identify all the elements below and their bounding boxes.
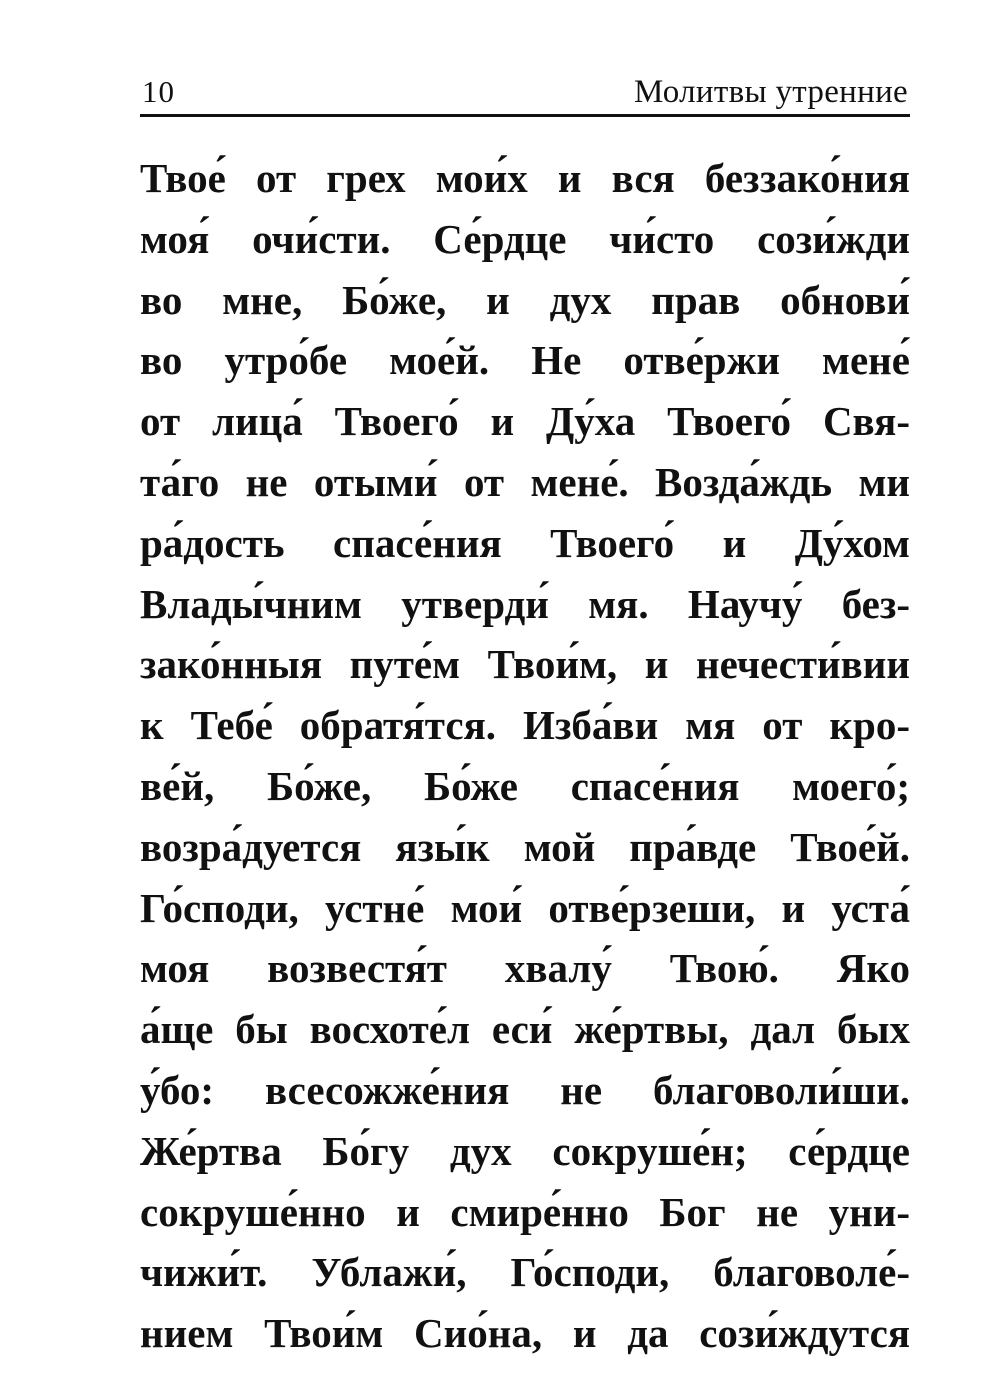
section-title: Молитвы утренние [633,74,908,110]
text-line: сокруше́нно и смире́нно Бог не уни- [140,1188,910,1235]
text-line: моя возвестя́т хвалу́ Твою́. Яко [140,945,910,992]
text-line: во мне, Бо́же, и дух прав обнови́ [140,276,910,323]
text-line: чижи́т. Ублажи́, Го́споди, благоволе́- [140,1249,910,1296]
running-head [140,62,910,114]
text-line: моя́ очи́сти. Се́рдце чи́сто сози́жди [140,215,910,262]
text-line: от лица́ Твоего́ и Ду́ха Твоего́ Свя- [140,398,910,445]
text-line: ве́й, Бо́же, Бо́же спасе́ния моего́; [140,762,910,809]
text-line: а́ще бы восхоте́л еси́ же́ртвы, дал бых [140,1006,910,1053]
text-line: к Тебе́ обратя́тся. Изба́ви мя от кро- [140,702,910,749]
text-line: Го́споди, устне́ мои́ отве́рзеши, и уста́ [140,884,910,931]
text-line: во утро́бе мое́й. Не отве́ржи мене́ [140,337,910,384]
text-line: Влады́чним утверди́ мя. Научу́ без- [140,580,910,627]
text-line: та́го не отыми́ от мене́. Возда́ждь ми [140,458,910,505]
text-line: у́бо: всесожже́ния не благоволи́ши. [140,1066,910,1113]
text-line: зако́нныя путе́м Твои́м, и нечести́вии [140,641,910,688]
header-rule [140,114,910,117]
page-number: 10 [142,74,175,109]
text-line: возра́дуется язы́к мой пра́вде Твое́й. [140,823,910,870]
prayer-text [140,148,910,1364]
text-line: нием Твои́м Сио́на, и да сози́ждутся [140,1310,910,1357]
text-line: ра́дость спасе́ния Твоего́ и Ду́хом [140,519,910,566]
text-line: Же́ртва Бо́гу дух сокруше́н; се́рдце [140,1127,910,1174]
text-line: Твое́ от грех мои́х и вся беззако́ния [140,155,910,201]
